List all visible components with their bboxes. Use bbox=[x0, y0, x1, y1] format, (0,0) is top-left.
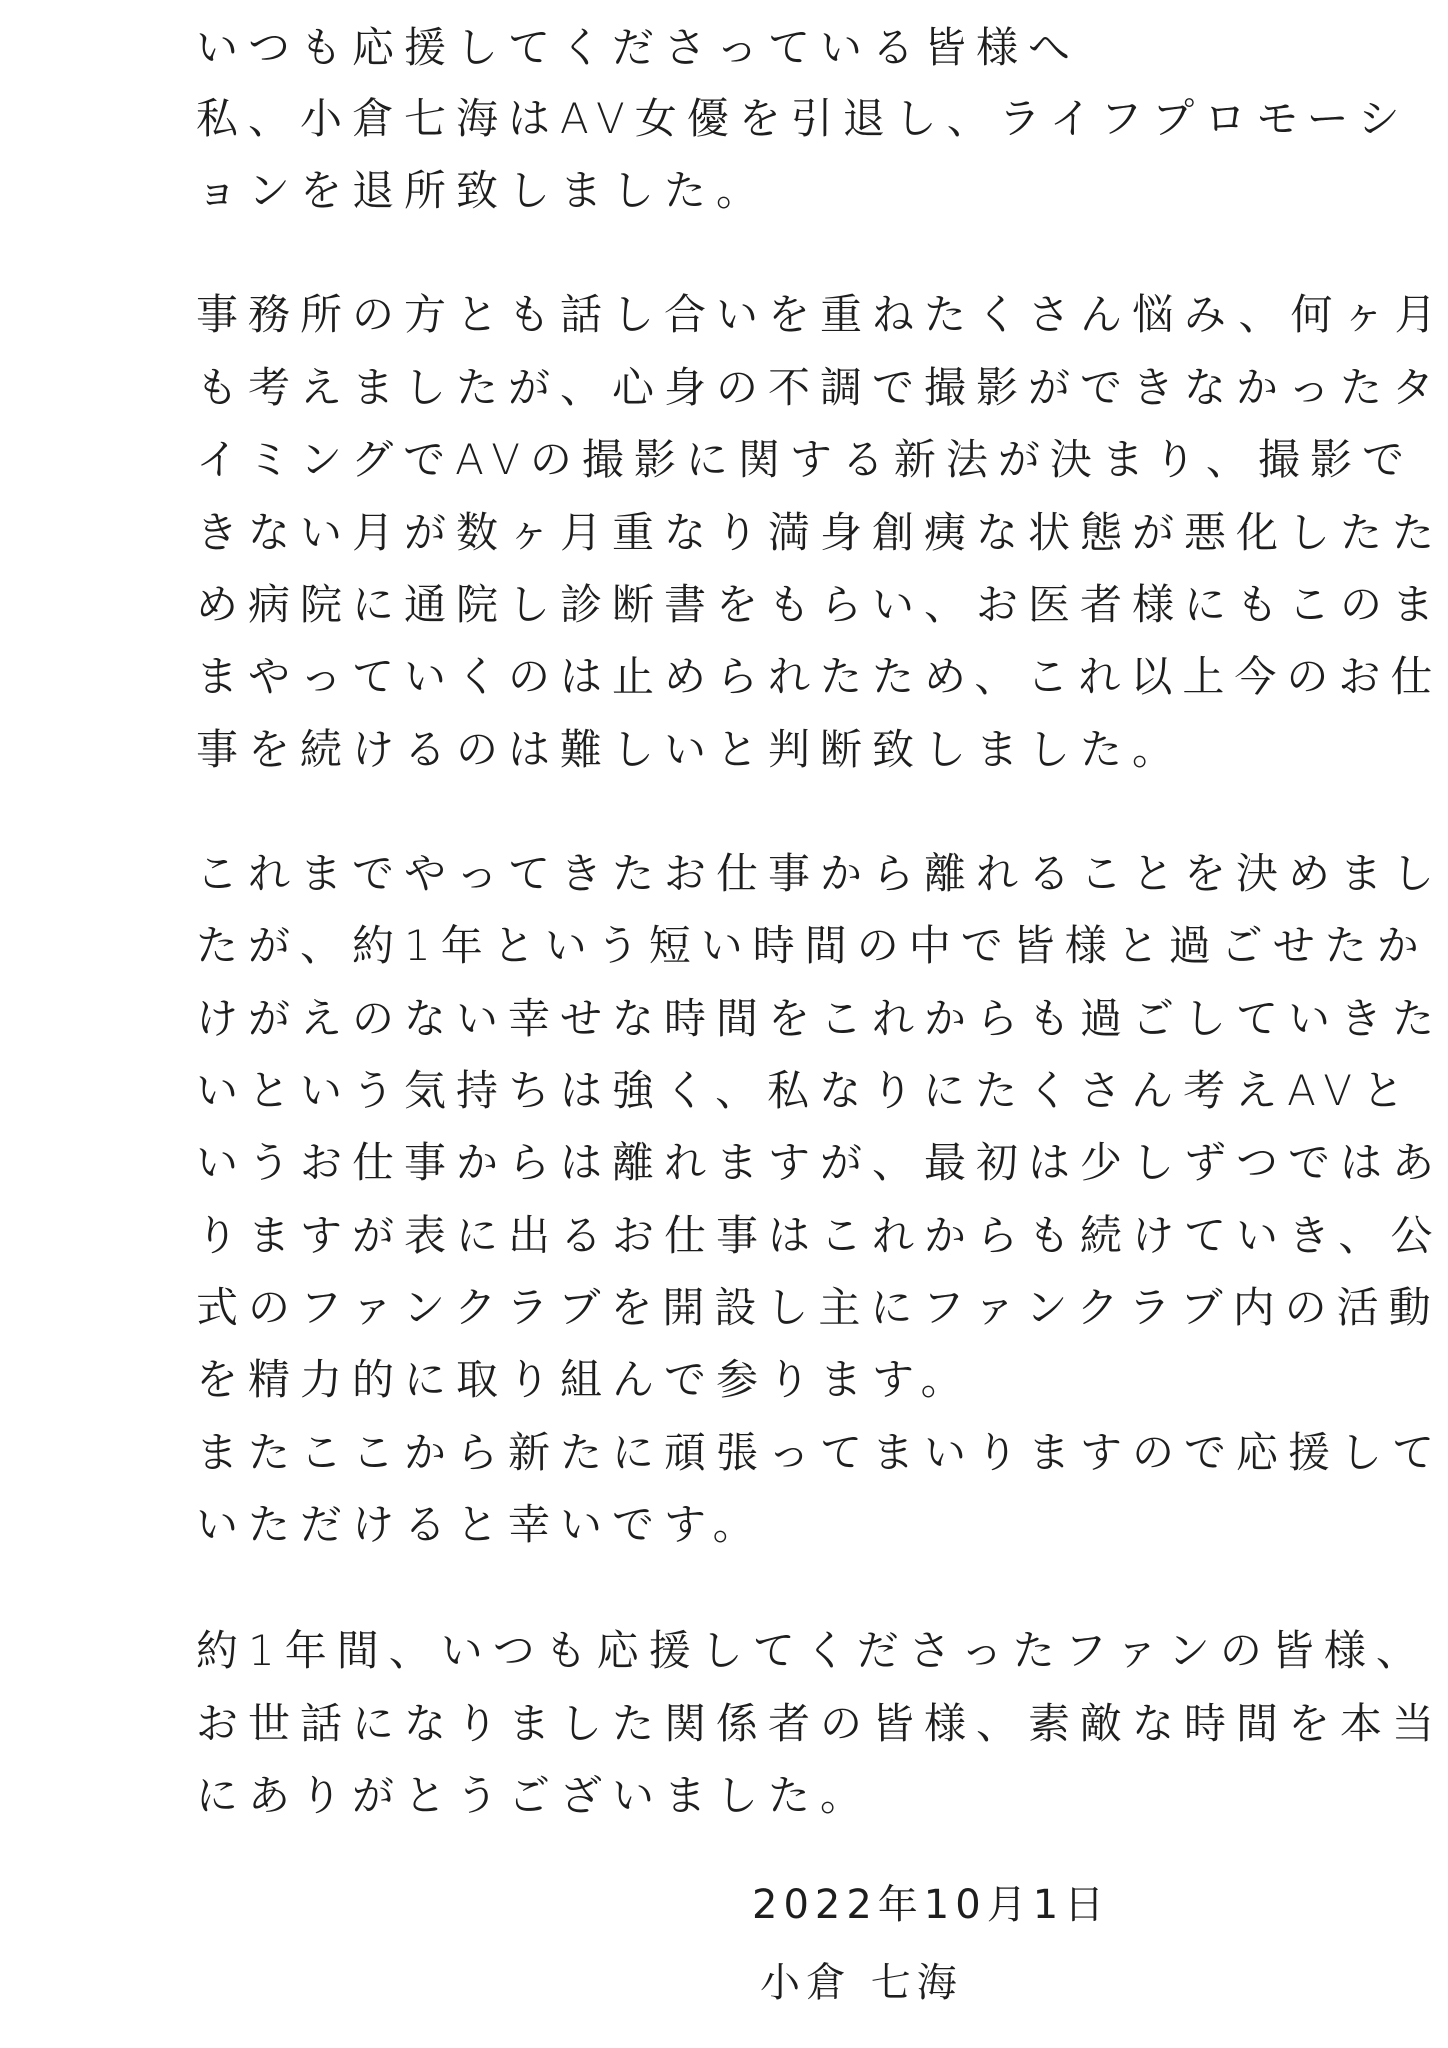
paragraph1-line-1: 私、小倉七海はAV女優を引退し、ライフプロモーシ bbox=[196, 94, 1410, 143]
paragraph3-line-9: またここから新たに頑張ってまいりますので応援して bbox=[196, 1428, 1445, 1477]
paragraph3-line-6: りますが表に出るお仕事はこれからも続けていき、公 bbox=[196, 1211, 1443, 1260]
paragraph2-line-3: イミングでAVの撮影に関する新法が決まり、撮影で bbox=[196, 435, 1414, 484]
paragraph2-line-2: も考えましたが、心身の不調で撮影ができなかったタ bbox=[196, 363, 1445, 412]
paragraph3-line-5: いうお仕事からは離れますが、最初は少しずつではあ bbox=[196, 1138, 1445, 1187]
letter-date: 2022年10月1日 bbox=[752, 1882, 1111, 1928]
paragraph4-line-3: にありがとうございました。 bbox=[196, 1771, 873, 1820]
paragraph3-line-2: たが、約1年という短い時間の中で皆様と過ごせたか bbox=[196, 921, 1429, 970]
greeting: いつも応援してくださっている皆様へ bbox=[196, 23, 1081, 72]
paragraph3-line-7: 式のファンクラブを開設し主にファンクラブ内の活動 bbox=[196, 1283, 1441, 1332]
paragraph2-line-4: きない月が数ヶ月重なり満身創痍な状態が悪化したた bbox=[196, 508, 1445, 557]
signature: 小倉 七海 bbox=[760, 1960, 963, 2006]
paragraph2-line-5: め病院に通院し診断書をもらい、お医者様にもこのま bbox=[196, 580, 1445, 629]
paragraph4-line-1: 約1年間、いつも応援してくださったファンの皆様、 bbox=[196, 1626, 1428, 1675]
paragraph3-line-3: けがえのない幸せな時間をこれからも過ごしていきた bbox=[196, 994, 1445, 1043]
paragraph3-line-10: いただけると幸いです。 bbox=[196, 1500, 765, 1549]
paragraph2-line-1: 事務所の方とも話し合いを重ねたくさん悩み、何ヶ月 bbox=[196, 290, 1447, 339]
paragraph3-line-1: これまでやってきたお仕事から離れることを決めまし bbox=[196, 849, 1445, 898]
paragraph3-line-8: を精力的に取り組んで参ります。 bbox=[196, 1355, 973, 1404]
paragraph2-line-6: まやっていくのは止められたため、これ以上今のお仕 bbox=[196, 652, 1443, 701]
paragraph1-line-2: ョンを退所致しました。 bbox=[196, 166, 769, 215]
paragraph2-line-7: 事を続けるのは難しいと判断致しました。 bbox=[196, 725, 1185, 774]
paragraph3-line-4: いという気持ちは強く、私なりにたくさん考えAVと bbox=[196, 1066, 1414, 1115]
paragraph4-line-2: お世話になりました関係者の皆様、素敵な時間を本当 bbox=[196, 1699, 1445, 1748]
